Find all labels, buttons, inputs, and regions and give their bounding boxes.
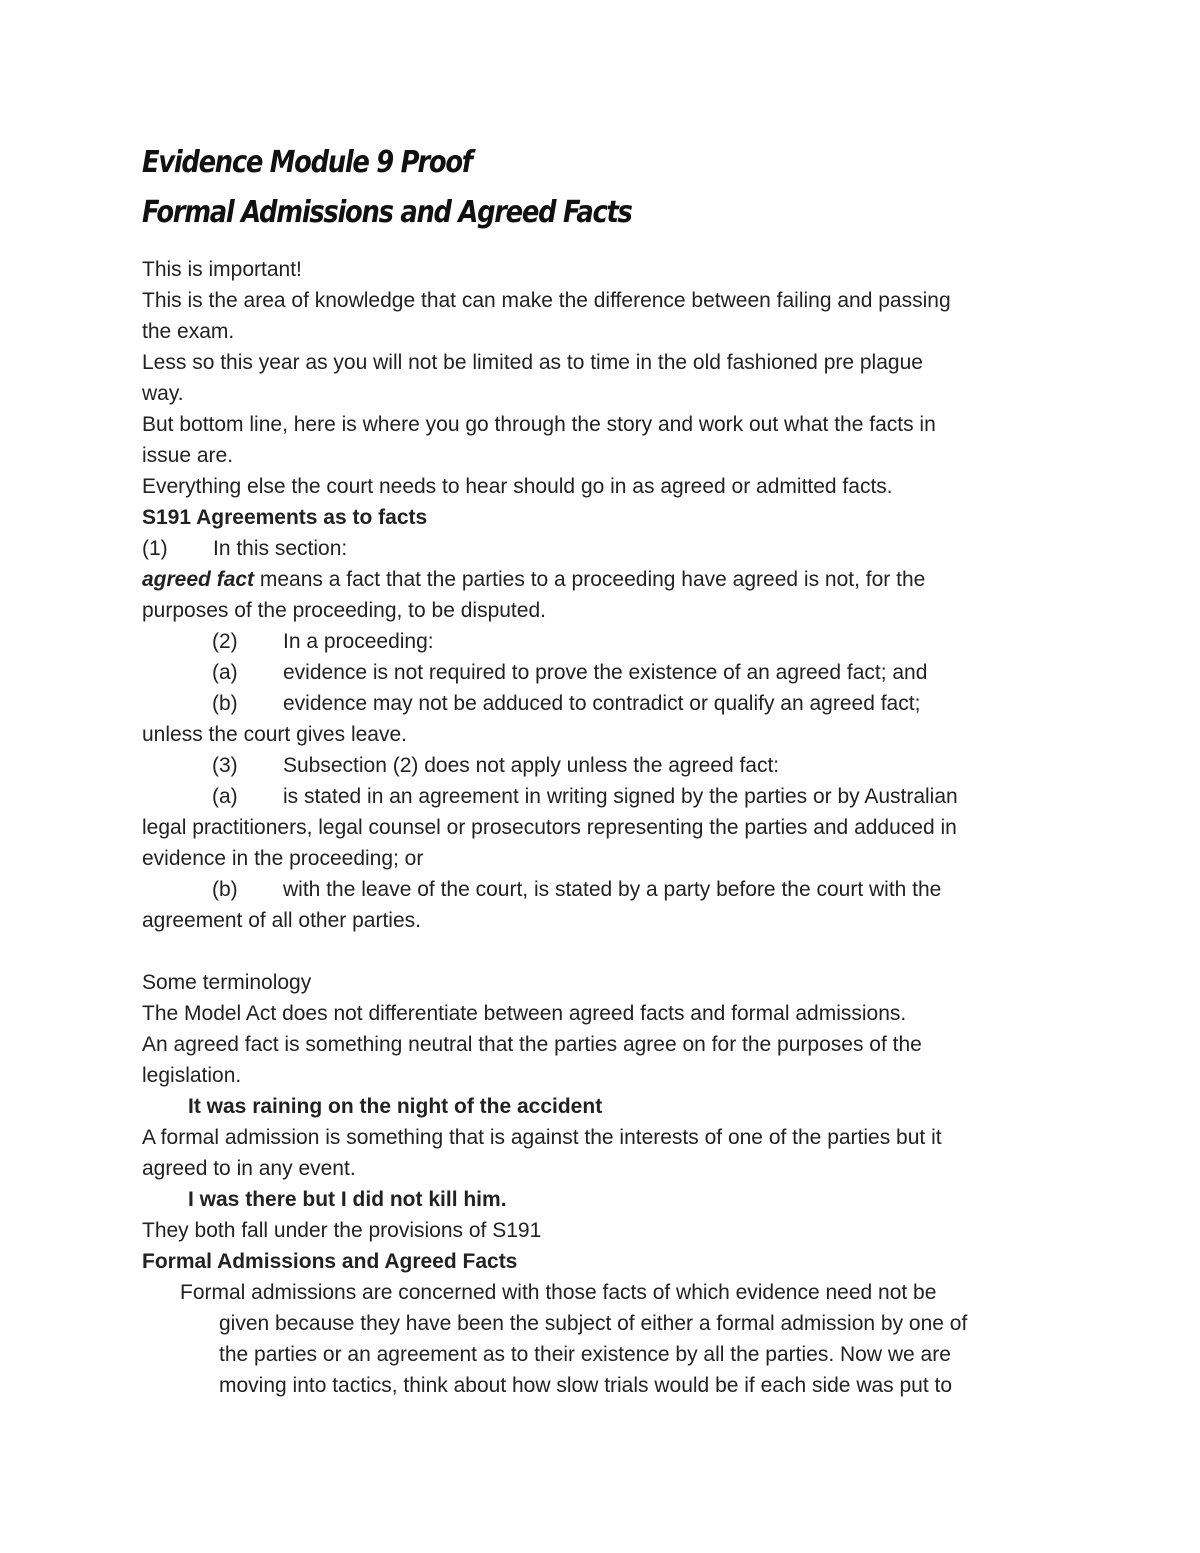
s191-paragraph-3a — [142, 781, 1072, 812]
formal-admissions-paragraph-line: given because they have been the subject of either a formal admission by one of — [219, 1312, 968, 1335]
document-page — [142, 138, 1072, 1401]
paragraph-text: is stated in an agreement in writing signed by the parties or by Australian — [283, 785, 958, 808]
intro-line: issue are. — [142, 444, 234, 467]
s191-paragraph-2b — [142, 688, 1072, 719]
s191-subsection-2 — [142, 626, 1072, 657]
terminology-line: A formal admission is something that is against the interests of one of the parties but it — [142, 1126, 942, 1149]
formal-admissions-paragraph-line: moving into tactics, think about how slow trials would be if each side was put to — [219, 1374, 953, 1397]
paragraph-text: evidence is not required to prove the existence of an agreed fact; and — [283, 661, 928, 684]
s191-paragraph-3a-continuation: evidence in the proceeding; or — [142, 847, 424, 870]
agreed-fact-example: It was raining on the night of the accident — [188, 1095, 603, 1118]
s191-paragraph-3b-continuation: agreement of all other parties. — [142, 909, 421, 932]
s191-paragraph-2a — [142, 657, 1072, 688]
intro-line: This is important! — [142, 258, 302, 281]
terminology-line: They both fall under the provisions of S191 — [142, 1219, 542, 1242]
s191-paragraph-3b — [142, 874, 1072, 905]
defined-term: agreed fact — [142, 568, 255, 591]
subsection-number: (1) — [142, 537, 168, 560]
definition-line — [142, 564, 1072, 595]
intro-line: the exam. — [142, 320, 235, 343]
formal-admissions-heading: Formal Admissions and Agreed Facts — [142, 1250, 518, 1273]
subsection-text: Subsection (2) does not apply unless the agreed fact: — [283, 754, 780, 777]
paragraph-text: with the leave of the court, is stated by a party before the court with the — [283, 878, 942, 901]
terminology-line: agreed to in any event. — [142, 1157, 356, 1180]
terminology-line: The Model Act does not differentiate between agreed facts and formal admissions. — [142, 1002, 907, 1025]
subsection-number: (3) — [212, 754, 238, 777]
terminology-line: legislation. — [142, 1064, 242, 1087]
document-title — [142, 138, 942, 238]
blank-line — [142, 936, 1072, 967]
definition-continuation: purposes of the proceeding, to be disputed. — [142, 599, 546, 622]
formal-admissions-paragraph-line: the parties or an agreement as to their existence by all the parties. Now we are — [219, 1343, 951, 1366]
s191-subsection-2-tail: unless the court gives leave. — [142, 723, 407, 746]
intro-line: way. — [142, 382, 184, 405]
paragraph-number: (a) — [212, 785, 238, 808]
paragraph-text: evidence may not be adduced to contradict or qualify an agreed fact; — [283, 692, 921, 715]
s191-subsection-3 — [142, 750, 1072, 781]
paragraph-number: (a) — [212, 661, 238, 684]
subsection-number: (2) — [212, 630, 238, 653]
s191-paragraph-3a-continuation: legal practitioners, legal counsel or prosecutors representing the parties and adduced in — [142, 816, 957, 839]
formal-admissions-paragraph-line: Formal admissions are concerned with those facts of which evidence need not be — [180, 1281, 937, 1304]
title-line-1: Evidence Module 9 Proof — [142, 145, 472, 180]
subsection-text: In this section: — [213, 537, 348, 560]
paragraph-number: (b) — [212, 692, 238, 715]
title-line-2: Formal Admissions and Agreed Facts — [142, 195, 632, 230]
terminology-line: An agreed fact is something neutral that the parties agree on for the purposes of the — [142, 1033, 922, 1056]
s191-heading: S191 Agreements as to facts — [142, 506, 428, 529]
document-body — [142, 254, 1072, 1401]
paragraph-number: (b) — [212, 878, 238, 901]
formal-admission-example: I was there but I did not kill him. — [188, 1188, 507, 1211]
intro-line: Less so this year as you will not be limited as to time in the old fashioned pre plague — [142, 351, 923, 374]
definition-text: means a fact that the parties to a proceeding have agreed is not, for the — [254, 568, 926, 591]
terminology-heading: Some terminology — [142, 971, 312, 994]
intro-line: Everything else the court needs to hear should go in as agreed or admitted facts. — [142, 475, 893, 498]
s191-subsection-1 — [142, 533, 1072, 564]
intro-line: This is the area of knowledge that can make the difference between failing and passing — [142, 289, 951, 312]
subsection-text: In a proceeding: — [283, 630, 434, 653]
intro-line: But bottom line, here is where you go through the story and work out what the facts in — [142, 413, 936, 436]
